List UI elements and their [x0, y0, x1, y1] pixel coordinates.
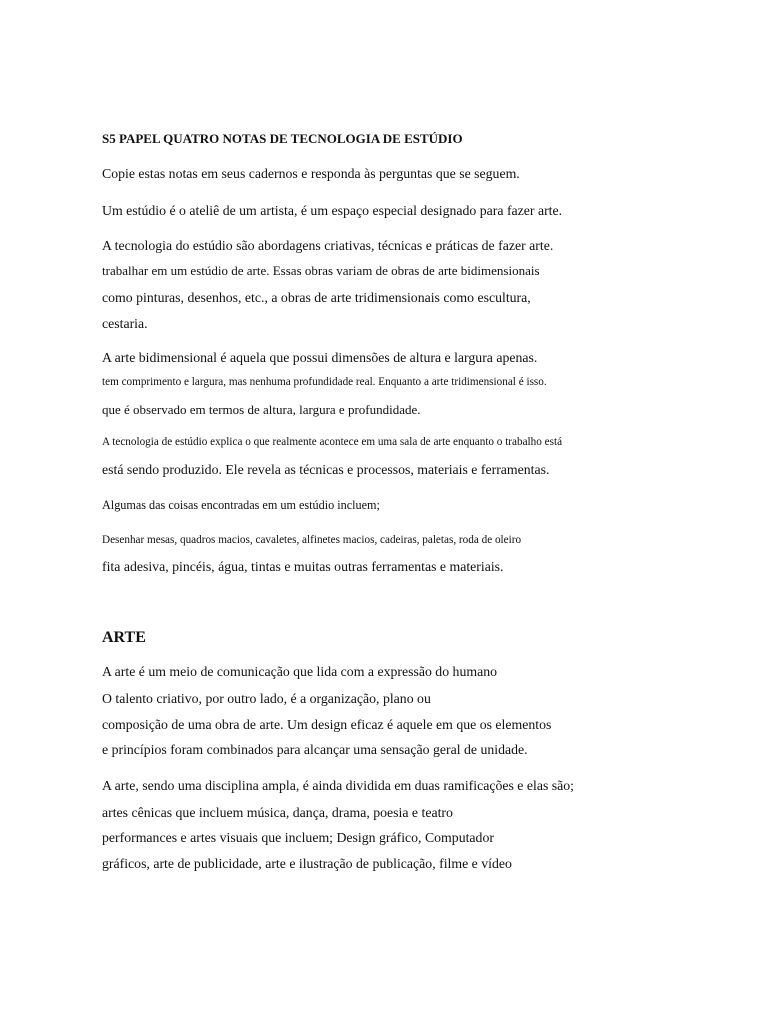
paragraph-line: trabalhar em um estúdio de arte. Essas obras variam de obras de arte bidimensionais	[102, 263, 540, 278]
paragraph-line: A arte bidimensional é aquela que possui dimensões de altura e largura apenas.	[102, 350, 538, 365]
section-heading: ARTE	[102, 629, 146, 646]
section-line: performances e artes visuais que incluem; Design gráfico, Computador	[102, 830, 494, 845]
section-line: A arte é um meio de comunicação que lida com a expressão do humano	[102, 664, 497, 679]
paragraph-line: A tecnologia de estúdio explica o que realmente acontece em uma sala de arte enquanto o trabalho está	[102, 436, 563, 448]
paragraph-line: está sendo produzido. Ele revela as técnicas e processos, materiais e ferramentas.	[102, 462, 550, 477]
paragraph-line: Um estúdio é o ateliê de um artista, é um espaço especial designado para fazer arte.	[102, 203, 563, 218]
section-line: artes cênicas que incluem música, dança, drama, poesia e teatro	[102, 805, 453, 820]
paragraph-line: Algumas das coisas encontradas em um estúdio incluem;	[102, 498, 380, 512]
paragraph-line: fita adesiva, pincéis, água, tintas e muitas outras ferramentas e materiais.	[102, 559, 504, 574]
paragraph-line: que é observado em termos de altura, largura e profundidade.	[102, 402, 421, 417]
section-line: A arte, sendo uma disciplina ampla, é ainda dividida em duas ramificações e elas são;	[102, 778, 574, 793]
section-line: O talento criativo, por outro lado, é a organização, plano ou	[102, 691, 431, 706]
paragraph-line: como pinturas, desenhos, etc., a obras de arte tridimensionais como escultura,	[102, 290, 531, 305]
section-line: gráficos, arte de publicidade, arte e ilustração de publicação, filme e vídeo	[102, 856, 512, 871]
section-line: composição de uma obra de arte. Um design eficaz é aquele em que os elementos	[102, 717, 552, 732]
paragraph-line: Copie estas notas em seus cadernos e responda às perguntas que se seguem.	[102, 166, 520, 181]
document-title: S5 PAPEL QUATRO NOTAS DE TECNOLOGIA DE ESTÚDIO	[102, 131, 463, 146]
paragraph-line: Desenhar mesas, quadros macios, cavaletes, alfinetes macios, cadeiras, paletas, roda de oleiro	[102, 534, 522, 546]
paragraph-line: tem comprimento e largura, mas nenhuma profundidade real. Enquanto a arte tridimensional é isso.	[102, 376, 547, 388]
paragraph-line: cestaria.	[102, 316, 148, 331]
section-line: e princípios foram combinados para alcançar uma sensação geral de unidade.	[102, 742, 528, 757]
paragraph-line: A tecnologia do estúdio são abordagens criativas, técnicas e práticas de fazer arte.	[102, 238, 554, 253]
